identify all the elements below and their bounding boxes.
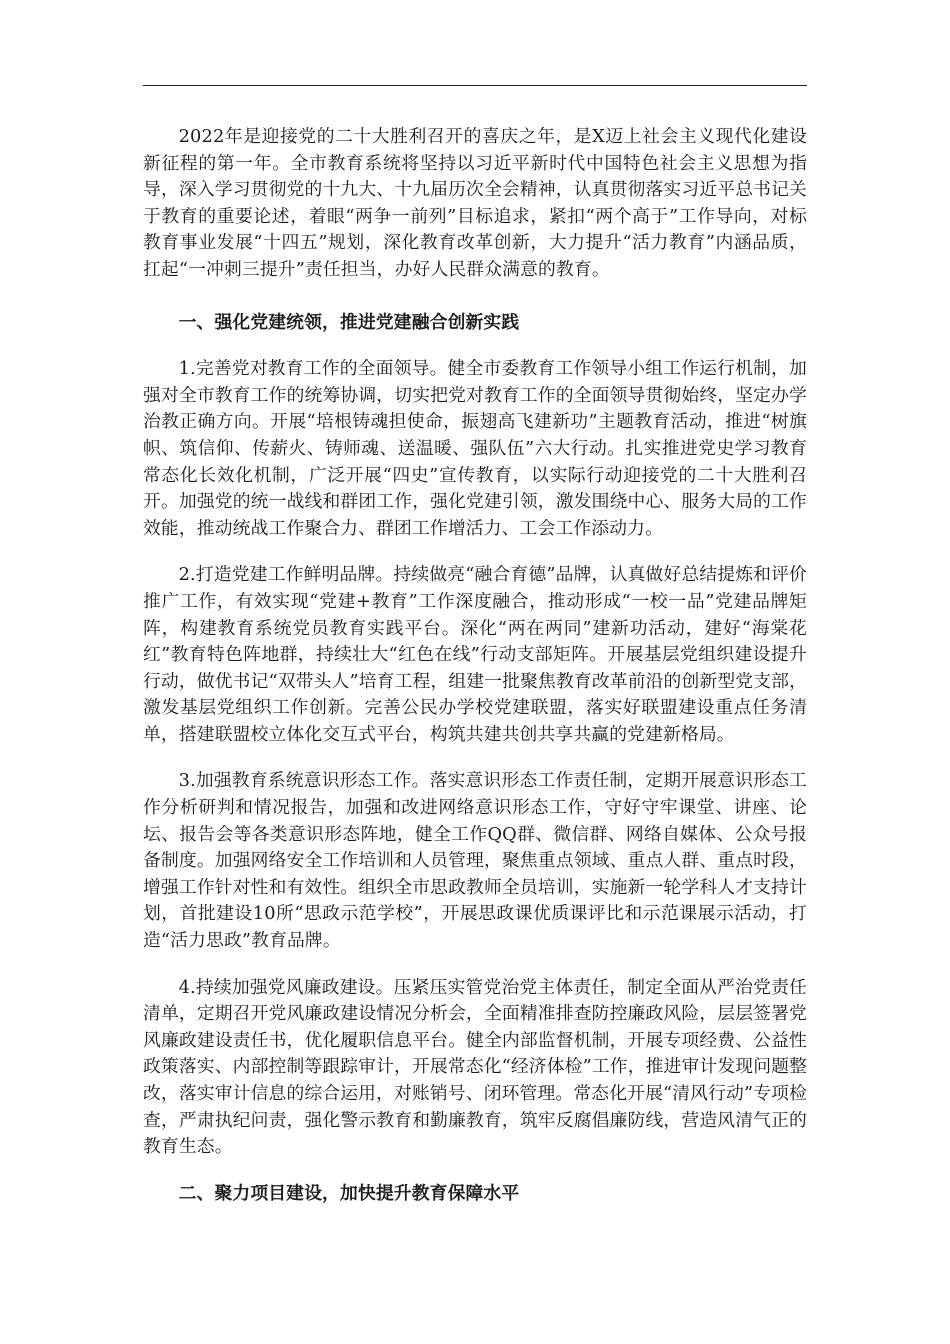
paragraph-1-1: 1.完善党对教育工作的全面领导。健全市委教育工作领导小组工作运行机制，加强对全市教育工作的统筹协调，切实把党对教育工作的全面领导贯彻始终，坚定办学治教正确方向。开展“培根铸魂担使命，振翅高飞建新功”主题教育活动，推进“树旗帜、筑信仰、传薪火、铸师魂、送温暖、强队伍”六大行动。扎实推进党史学习教育常态化长效化机制，广泛开展“四史”宣传教育，以实际行动迎接党的二十大胜利召开。加强党的统一战线和群团工作，强化党建引领，激发围绕中心、服务大局的工作效能，推动统战工作聚合力、群团工作增活力、工会工作添动力。 [143,358,807,539]
section-heading-2: 二、聚力项目建设，加快提升教育保障水平 [178,1182,520,1204]
paragraph-1-2: 2.打造党建工作鲜明品牌。持续做亮“融合育德”品牌，认真做好总结提炼和评价推广工作，有效实现“党建+教育”工作深度融合，推动形成“一校一品”党建品牌矩阵，构建教育系统党员教育实践平台。深化“两在两同”建新功活动，建好“海棠花红”教育特色阵地群，持续壮大“红色在线”行动支部矩阵。开展基层党组织建设提升行动，做优书记“双带头人”培育工程，组建一批聚焦教育改革前沿的创新型党支部，激发基层党组织工作创新。完善公民办学校党建联盟，落实好联盟建设重点任务清单，搭建联盟校立体化交互式平台，构筑共建共创共享共赢的党建新格局。 [143,564,808,745]
intro-paragraph: 2022年是迎接党的二十大胜利召开的喜庆之年，是X迈上社会主义现代化建设新征程的第一年。全市教育系统将坚持以习近平新时代中国特色社会主义思想为指导，深入学习贯彻党的十九大、十九届历次全会精神，认真贯彻落实习近平总书记关于教育的重要论述，着眼“两争一前列”目标追求，紧扣“两个高于”工作导向，对标教育事业发展“十四五”规划，深化教育改革创新，大力提升“活力教育”内涵品质，扛起“一冲刺三提升”责任担当，办好人民群众满意的教育。 [143,126,807,280]
paragraph-1-3: 3.加强教育系统意识形态工作。落实意识形态工作责任制，定期开展意识形态工作分析研判和情况报告，加强和改进网络意识形态工作，守好守牢课堂、讲座、论坛、报告会等各类意识形态阵地，健全工作QQ群、微信群、网络自媒体、公众号报备制度。加强网络安全工作培训和人员管理，聚焦重点领域、重点人群、重点时段，增强工作针对性和有效性。组织全市思政教师全员培训，实施新一轮学科人才支持计划，首批建设10所“思政示范学校”，开展思政课优质课评比和示范课展示活动，打造“活力思政”教育品牌。 [143,770,807,952]
section-heading-1: 一、强化党建统领，推进党建融合创新实践 [178,311,520,333]
paragraph-1-4: 4.持续加强党风廉政建设。压紧压实管党治党主体责任，制定全面从严治党责任清单，定期召开党风廉政建设情况分析会，全面精准排查防控廉政风险，层层签署党风廉政建设责任书，优化履职信息平台。健全内部监督机制，开展专项经费、公益性政策落实、内部控制等跟踪审计，开展常态化“经济体检”工作，推进审计发现问题整改，落实审计信息的综合运用，对账销号、闭环管理。常态化开展“清风行动”专项检查，严肃执纪问责，强化警示教育和勤廉教育，筑牢反腐倡廉防线，营造风清气正的教育生态。 [143,976,808,1158]
header-rule [143,85,807,86]
document-body [143,124,807,1207]
